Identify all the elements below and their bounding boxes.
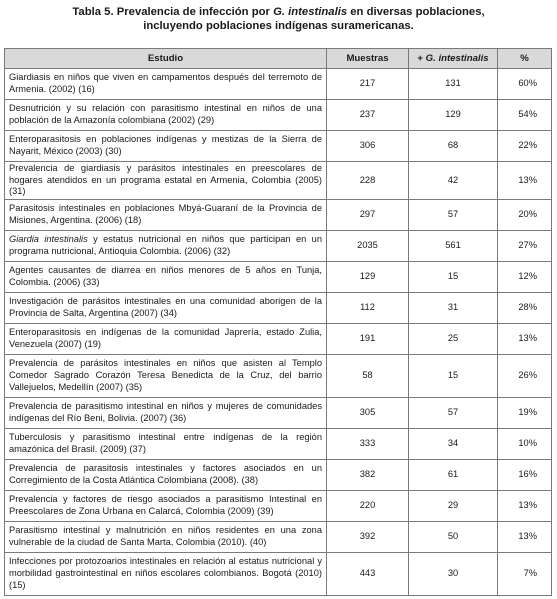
prevalence-table [4,48,552,596]
cell-positivos: 15 [409,261,498,292]
cell-percent: 13% [498,490,552,521]
cell-estudio-text: Prevalencia y factores de riesgo asociados a parasitismo Intestinal en Preescolares de Zona Urbana en Calarcá, Colombia (2009) (39) [9,494,322,516]
cell-muestras: 220 [327,490,409,521]
cell-estudio-text: Giardiasis en niños que viven en campamentos después del terremoto de Armenia. (2002) (16) [9,72,322,94]
cell-estudio-text: Tuberculosis y parasitismo intestinal entre indígenas de la región amazónica del Brasil. (2009) (37) [9,432,322,454]
cell-positivos: 30 [409,552,498,595]
header-estudio: Estudio [5,49,327,69]
cell-muestras: 129 [327,261,409,292]
table-row [5,261,552,292]
cell-estudio [5,131,327,162]
cell-positivos: 129 [409,100,498,131]
cell-estudio-text: Prevalencia de parasitosis intestinales y factores asociados en un Corregimiento de la Costa Atlántica Colombiana (2008). (38) [9,463,322,485]
cell-positivos: 57 [409,397,498,428]
cell-percent: 27% [498,230,552,261]
cell-estudio [5,521,327,552]
cell-estudio-text: Infecciones por protozoarios intestinales en relación al estatus nutricional y morbilidad gastrointestinal en niños escolares colombianos. Bogotá (2010) (15) [9,556,322,590]
cell-positivos: 42 [409,162,498,200]
cell-positivos: 131 [409,69,498,100]
cell-muestras: 2035 [327,230,409,261]
table-row [5,292,552,323]
cell-muestras: 382 [327,459,409,490]
caption-organism: G. intestinalis [273,6,348,18]
cell-estudio [5,292,327,323]
table-row [5,230,552,261]
table-row [5,459,552,490]
cell-estudio [5,162,327,200]
cell-estudio-italic: Giardia intestinalis [9,234,88,245]
cell-percent: 28% [498,292,552,323]
table-row [5,354,552,397]
cell-percent: 60% [498,69,552,100]
cell-percent: 54% [498,100,552,131]
cell-muestras: 237 [327,100,409,131]
cell-estudio [5,459,327,490]
table-row [5,69,552,100]
cell-estudio [5,397,327,428]
cell-estudio-text: Investigación de parásitos intestinales en una comunidad aborigen de la Provincia de Salta, Argentina (2007) (34) [9,296,322,318]
caption-line-1 [0,5,557,19]
cell-positivos: 68 [409,131,498,162]
cell-estudio [5,230,327,261]
cell-muestras: 112 [327,292,409,323]
cell-estudio [5,69,327,100]
table-row [5,397,552,428]
cell-positivos: 50 [409,521,498,552]
cell-estudio [5,552,327,595]
cell-estudio-text: Parasitismo intestinal y malnutrición en niños residentes en una zona vulnerable de la ciudad de Santa Marta, Colombia (2010). (40) [9,525,322,547]
table-row [5,428,552,459]
cell-muestras: 333 [327,428,409,459]
cell-muestras: 228 [327,162,409,200]
cell-estudio [5,428,327,459]
header-row [5,49,552,69]
cell-estudio-text: Parasitosis intestinales en poblaciones Mbyá-Guaraní de la Provincia de Misiones, Argentina. (2006) (18) [9,203,322,225]
cell-estudio-text: Enteroparasitosis en indígenas de la comunidad Japrería, estado Zulia, Venezuela (2007) (19) [9,327,322,349]
cell-positivos: 561 [409,230,498,261]
cell-estudio-text: Enteroparasitosis en poblaciones indígenas y mestizas de la Sierra de Nayarit, México (2003) (30) [9,134,322,156]
cell-percent: 16% [498,459,552,490]
cell-positivos: 34 [409,428,498,459]
cell-estudio [5,323,327,354]
cell-estudio-text: y estatus nutricional en niños que participan en un programa nutricional, Antioquia Colombia. (2006) (32) [9,234,322,256]
cell-muestras: 392 [327,521,409,552]
cell-estudio [5,199,327,230]
cell-positivos: 31 [409,292,498,323]
cell-percent: 13% [498,323,552,354]
table-row [5,490,552,521]
table-row [5,323,552,354]
cell-estudio-text: Desnutrición y su relación con parasitismo intestinal en niños de una población de la Amazonía colombiana (2002) (29) [9,103,322,125]
table-caption [0,0,557,33]
cell-estudio-text: Prevalencia de giardiasis y parásitos intestinales en preescolares de hogares atendidos en un programa estatal en Armenia, Colombia (2005) (31) [9,163,322,197]
cell-estudio-text: Prevalencia de parásitos intestinales en niños que asisten al Templo Comedor Sagrado Corazón Teresa Benedicta de la Cruz, del barrio Vallejuelos, Medellín (2007) (35) [9,358,322,392]
cell-estudio [5,261,327,292]
cell-muestras: 306 [327,131,409,162]
cell-muestras: 443 [327,552,409,595]
cell-estudio-text: Agentes causantes de diarrea en niños menores de 5 años en Tunja, Colombia. (2006) (33) [9,265,322,287]
cell-percent: 26% [498,354,552,397]
cell-positivos: 61 [409,459,498,490]
cell-estudio [5,490,327,521]
cell-muestras: 305 [327,397,409,428]
caption-line-2: incluyendo poblaciones indígenas suramericanas. [143,20,414,32]
cell-muestras: 217 [327,69,409,100]
cell-muestras: 297 [327,199,409,230]
caption-line-1-end: en diversas poblaciones, [347,6,485,18]
header-percent: % [498,49,552,69]
cell-muestras: 191 [327,323,409,354]
cell-percent: 19% [498,397,552,428]
cell-positivos: 57 [409,199,498,230]
header-positivos-organism: G. intestinalis [425,52,489,64]
cell-percent: 13% [498,521,552,552]
cell-positivos: 25 [409,323,498,354]
cell-percent: 10% [498,428,552,459]
table-body [5,69,552,596]
table-row [5,162,552,200]
table-row [5,521,552,552]
cell-positivos: 15 [409,354,498,397]
cell-estudio [5,100,327,131]
header-muestras: Muestras [327,49,409,69]
cell-positivos: 29 [409,490,498,521]
cell-percent: 12% [498,261,552,292]
table-row [5,199,552,230]
cell-percent: 7% [498,552,552,595]
table-row [5,552,552,595]
cell-percent: 20% [498,199,552,230]
header-positivos-prefix: + [417,52,426,64]
cell-estudio-text: Prevalencia de parasitismo intestinal en niños y mujeres de comunidades indígenas del Río Beni, Bolivia. (2007) (36) [9,401,322,423]
table-row [5,131,552,162]
caption-line-1-start: Tabla 5. Prevalencia de infección por [72,6,274,18]
cell-estudio [5,354,327,397]
cell-muestras: 58 [327,354,409,397]
header-positivos [409,49,498,69]
cell-percent: 13% [498,162,552,200]
table-row [5,100,552,131]
cell-percent: 22% [498,131,552,162]
